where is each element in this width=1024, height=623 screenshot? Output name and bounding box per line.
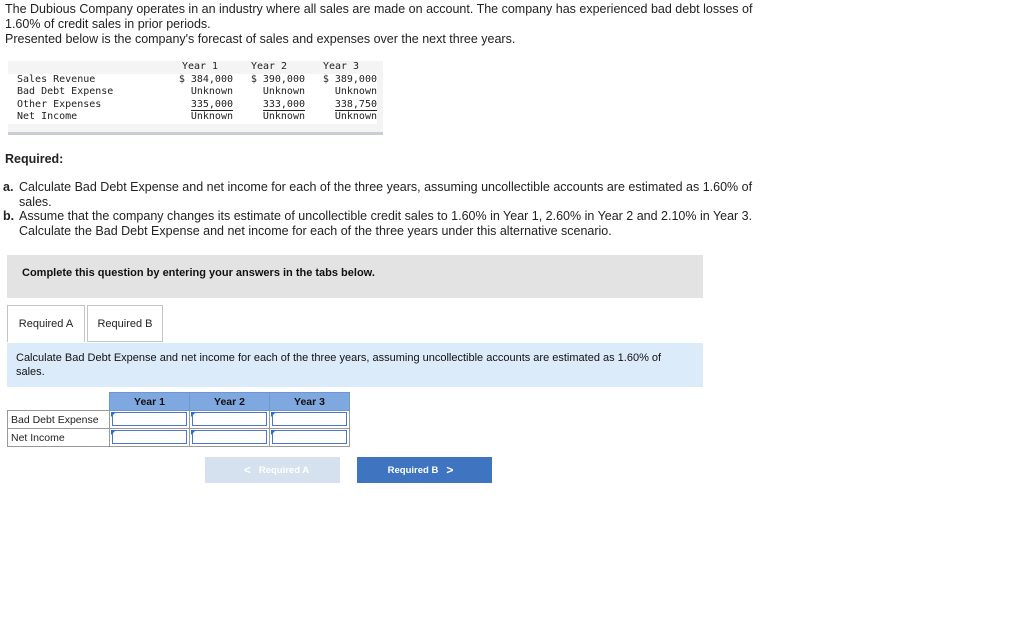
- forecast-cell: Unknown: [305, 111, 377, 124]
- tab-instruction-text: Calculate Bad Debt Expense and net income for each of the three years, assuming uncollectible accounts are estimated as 1.60% of sales.: [16, 352, 662, 378]
- intro-line-1: The Dubious Company operates in an industry where all sales are made on account. The company has experienced bad debt losses of 1.60% of credit sales in prior periods.: [5, 2, 753, 31]
- answer-header-blank: [8, 393, 110, 411]
- tab-instruction-panel: [7, 343, 703, 387]
- bad-debt-year3-input[interactable]: [272, 412, 347, 426]
- answer-header-year3: Year 3: [270, 393, 350, 411]
- requirements-list: [3, 180, 783, 238]
- answer-header-year1: Year 1: [110, 393, 190, 411]
- answer-row-label: Net Income: [8, 429, 110, 447]
- chevron-left-icon: <: [243, 463, 251, 477]
- input-flag-icon: [111, 430, 116, 435]
- instructions-banner: [7, 255, 703, 298]
- forecast-cell: Unknown: [167, 111, 233, 124]
- requirement-b-letter: b.: [3, 209, 15, 223]
- next-button-label: Required B: [387, 464, 439, 476]
- net-income-year3-input[interactable]: [272, 430, 347, 444]
- bad-debt-year2-input[interactable]: [192, 412, 267, 426]
- forecast-row: [8, 74, 377, 87]
- forecast-row-label: Other Expenses: [8, 99, 167, 112]
- tab-required-b[interactable]: Required B: [87, 305, 163, 342]
- forecast-cell: $ 389,000: [305, 74, 377, 87]
- input-flag-icon: [271, 430, 276, 435]
- input-flag-icon: [191, 430, 196, 435]
- prev-button-label: Required A: [258, 464, 310, 476]
- answer-header-year2: Year 2: [190, 393, 270, 411]
- forecast-cell: Unknown: [233, 86, 305, 99]
- forecast-cell: $ 384,000: [167, 74, 233, 87]
- requirement-a-text: Calculate Bad Debt Expense and net income for each of the three years, assuming uncollectible accounts are estimated as 1.60% of sales.: [19, 180, 753, 209]
- answer-table: [7, 392, 350, 447]
- intro-line-2: Presented below is the company's forecast of sales and expenses over the next three years.: [5, 32, 516, 46]
- forecast-cell: Unknown: [305, 86, 377, 99]
- forecast-cell: 338,750: [334, 98, 377, 110]
- forecast-row: [8, 99, 377, 112]
- answer-row-label: Bad Debt Expense: [8, 411, 110, 429]
- input-flag-icon: [111, 412, 116, 417]
- forecast-header-year1: Year 1: [181, 61, 219, 72]
- forecast-cell: Unknown: [233, 111, 305, 124]
- input-flag-icon: [191, 412, 196, 417]
- prev-required-a-button[interactable]: [205, 457, 340, 483]
- answer-row-bad-debt: [8, 411, 350, 429]
- forecast-table: [8, 61, 383, 135]
- forecast-header-year2: Year 2: [250, 61, 288, 72]
- problem-intro: [5, 2, 775, 47]
- forecast-cell: $ 390,000: [233, 74, 305, 87]
- tab-required-a[interactable]: Required A: [7, 305, 85, 342]
- forecast-row-label: Net Income: [8, 111, 167, 124]
- forecast-header-year3: Year 3: [322, 61, 360, 72]
- required-heading: Required:: [5, 152, 64, 166]
- banner-text: Complete this question by entering your answers in the tabs below.: [22, 267, 375, 279]
- forecast-row: [8, 111, 377, 124]
- forecast-row-label: Sales Revenue: [8, 74, 167, 87]
- answer-row-net-income: [8, 429, 350, 447]
- chevron-right-icon: >: [446, 463, 454, 477]
- next-required-b-button[interactable]: [357, 457, 492, 483]
- bad-debt-year1-input[interactable]: [112, 412, 187, 426]
- requirement-b-text: Assume that the company changes its estimate of uncollectible credit sales to 1.60% in Year 1, 2.60% in Year 2 and 2.10% in Year 3. Calculate the Bad Debt Expense and net income for each of the three years under this alternative scenario.: [19, 209, 753, 238]
- forecast-cell: 333,000: [262, 98, 305, 110]
- forecast-cell: Unknown: [167, 86, 233, 99]
- forecast-cell: 335,000: [190, 98, 233, 110]
- net-income-year1-input[interactable]: [112, 430, 187, 444]
- forecast-row-label: Bad Debt Expense: [8, 86, 167, 99]
- requirement-a: [3, 180, 783, 209]
- input-flag-icon: [271, 412, 276, 417]
- requirement-a-letter: a.: [3, 180, 14, 194]
- net-income-year2-input[interactable]: [192, 430, 267, 444]
- forecast-row: [8, 86, 377, 99]
- requirement-b: [3, 209, 783, 238]
- forecast-header-blank: [8, 61, 167, 74]
